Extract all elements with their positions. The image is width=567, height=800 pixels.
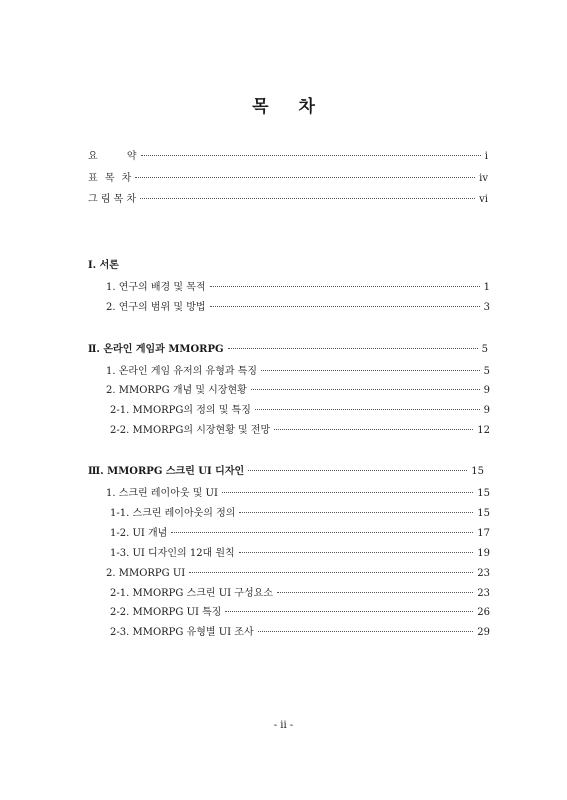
toc-entry-label: 1-3. UI 디자인의 12대 원칙 <box>110 548 235 559</box>
dot-leader <box>258 631 474 632</box>
toc-entry-summary[interactable] <box>88 150 488 164</box>
toc-entry-label: 1. 온라인 게임 유저의 유형과 특징 <box>106 366 258 377</box>
toc-entry[interactable] <box>106 487 490 501</box>
chapter-3-heading[interactable] <box>88 465 484 479</box>
dot-leader <box>228 348 478 349</box>
toc-entry-page: 23 <box>477 568 490 579</box>
toc-entry[interactable] <box>106 281 490 295</box>
toc-entry-page: 3 <box>483 302 490 313</box>
toc-entry[interactable] <box>110 507 490 521</box>
toc-entry-label: 2-2. MMORPG의 시장현황 및 전망 <box>110 425 271 436</box>
toc-entry-page: 15 <box>477 508 490 519</box>
toc-entry[interactable] <box>110 606 490 620</box>
dot-leader <box>261 370 480 371</box>
toc-entry-page: 5 <box>483 366 490 377</box>
dot-leader <box>171 532 473 533</box>
toc-entry[interactable] <box>106 567 490 581</box>
toc-entry[interactable] <box>106 365 490 379</box>
toc-entry-label: 1-2. UI 개념 <box>110 528 168 539</box>
toc-entry-label: 요 약 <box>88 151 137 162</box>
dot-leader <box>239 552 474 553</box>
toc-entry-label: Ⅱ. 온라인 게임과 MMORPG <box>88 344 224 355</box>
toc-entry-page: vi <box>479 194 488 205</box>
toc-entry-label: Ⅲ. MMORPG 스크린 UI 디자인 <box>88 466 245 477</box>
toc-entry-label: 1-1. 스크린 레이아웃의 정의 <box>110 508 236 519</box>
toc-entry-label: 그 림 목 차 <box>88 194 137 205</box>
page-title: 목 차 <box>252 97 327 117</box>
toc-entry-page: i <box>484 151 488 162</box>
page-number-footer: - ii - <box>273 720 294 731</box>
dot-leader <box>210 306 480 307</box>
toc-entry-page: 15 <box>477 488 490 499</box>
toc-entry-page: 1 <box>483 282 490 293</box>
dot-leader <box>248 470 467 471</box>
toc-entry-list-of-figures[interactable] <box>88 193 488 207</box>
toc-entry-page: iv <box>479 173 488 184</box>
dot-leader <box>274 429 473 430</box>
toc-entry-label: 2. 연구의 범위 및 방법 <box>106 302 206 313</box>
dot-leader <box>210 286 480 287</box>
chapter-2-heading[interactable] <box>88 343 488 357</box>
dot-leader <box>251 389 480 390</box>
toc-entry-label: 2-1. MMORPG의 정의 및 특징 <box>110 405 251 416</box>
toc-entry-page: 26 <box>477 607 490 618</box>
dot-leader <box>277 592 473 593</box>
toc-entry-page: 23 <box>477 588 490 599</box>
dot-leader <box>141 155 481 156</box>
dot-leader <box>189 572 473 573</box>
toc-entry-page: 9 <box>483 385 490 396</box>
toc-entry-label: 표 목 차 <box>88 173 132 184</box>
toc-entry[interactable] <box>106 384 490 398</box>
toc-entry[interactable] <box>110 527 490 541</box>
toc-entry-page: 5 <box>481 344 488 355</box>
toc-entry[interactable] <box>106 301 490 315</box>
toc-entry-list-of-tables[interactable] <box>88 172 488 186</box>
toc-entry-label: 2-2. MMORPG UI 특징 <box>110 607 222 618</box>
toc-entry-label: 1. 연구의 배경 및 목적 <box>106 282 206 293</box>
dot-leader <box>135 177 475 178</box>
dot-leader <box>239 512 473 513</box>
toc-entry-page: 19 <box>477 548 490 559</box>
toc-entry-label: 2. MMORPG UI <box>106 568 186 579</box>
toc-entry[interactable] <box>110 424 490 438</box>
toc-entry-label: 2-1. MMORPG 스크린 UI 구성요소 <box>110 588 273 599</box>
toc-entry-label: 1. 스크린 레이아웃 및 UI <box>106 488 218 499</box>
toc-entry-label: 2-3. MMORPG 유형별 UI 조사 <box>110 627 254 638</box>
toc-entry[interactable] <box>110 547 490 561</box>
toc-entry-page: 17 <box>477 528 490 539</box>
toc-entry-page: 29 <box>477 627 490 638</box>
dot-leader <box>222 492 473 493</box>
toc-entry[interactable] <box>110 404 490 418</box>
dot-leader <box>140 198 475 199</box>
toc-entry-page: 15 <box>471 466 484 477</box>
dot-leader <box>225 611 473 612</box>
toc-entry[interactable] <box>110 587 490 601</box>
chapter-1-heading[interactable]: Ⅰ. 서론 <box>88 260 119 271</box>
toc-entry-label: 2. MMORPG 개념 및 시장현황 <box>106 385 247 396</box>
toc-entry[interactable] <box>110 626 490 640</box>
toc-entry-page: 9 <box>483 405 490 416</box>
dot-leader <box>255 409 480 410</box>
toc-entry-page: 12 <box>477 425 490 436</box>
